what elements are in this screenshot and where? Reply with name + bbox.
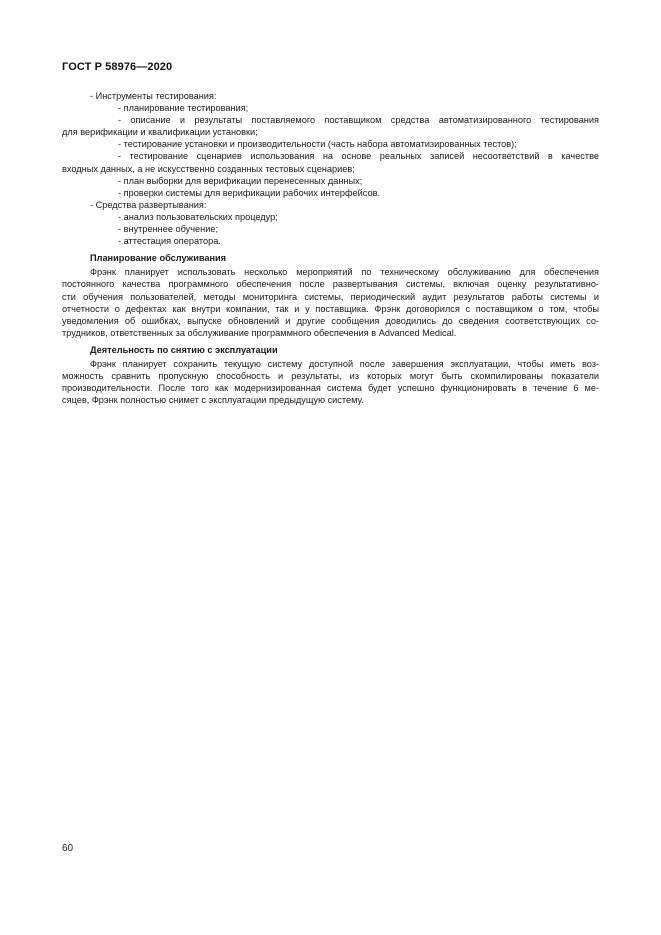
testing-tools-title: - Инструменты тестирования:: [90, 91, 217, 101]
list-item: - анализ пользовательских процедур;: [118, 211, 278, 222]
section-heading-decommission: Деятельность по снятию с эксплуатации: [90, 344, 278, 355]
document-code-header: ГОСТ Р 58976—2020: [62, 61, 173, 73]
paragraph-line: производительности. После того как модернизированная система будет успешно функционировать в течение 6 ме-: [62, 383, 599, 394]
page-content: [62, 90, 599, 406]
paragraph-line: отчетности о дефектах как внутри компании, так и у поставщика. Фрэнк договорился с поставщиком о том, чтобы: [62, 303, 599, 314]
list-item: - план выборки для верификации перенесенных данных;: [118, 175, 363, 186]
list-item: - аттестация оператора.: [118, 236, 221, 247]
list-item: - тестирование установки и производительности (часть набора автоматизированных тестов);: [118, 139, 517, 150]
deployment-tools-title: - Средства развертывания:: [90, 199, 207, 210]
list-item: - проверки системы для верификации рабочих интерфейсов.: [118, 187, 381, 198]
paragraph-line: Фрэнк планирует сохранить текущую систему доступной после завершения эксплуатации, чтобы иметь воз-: [90, 358, 599, 369]
paragraph-line: Фрэнк планирует использовать несколько мероприятий по техническому обслуживанию для обеспечения: [90, 267, 599, 278]
list-item: - тестирование сценариев использования на основе реальных записей несоответствий в качестве: [118, 151, 599, 162]
paragraph-line: сяцев, Фрэнк полностью снимет с эксплуатации предыдущую систему.: [62, 395, 364, 406]
maintenance-section: [62, 252, 599, 339]
decommission-section: [62, 344, 599, 406]
list-item: - внутреннее обучение;: [118, 224, 219, 235]
page-number: 60: [62, 843, 74, 854]
paragraph-line: трудников, ответственных за обслуживание программного обеспечения в Advanced Medical.: [62, 327, 457, 338]
testing-tools-section: [62, 90, 599, 199]
section-heading-maintenance: Планирование обслуживания: [90, 253, 227, 264]
deployment-tools-section: [62, 199, 599, 247]
list-item: - планирование тестирования;: [118, 103, 249, 114]
list-item-continuation: для верификации и квалификации установки;: [62, 127, 258, 138]
paragraph-line: уведомления об ошибках, выпуске обновлений и другие сообщения доводились до сведения соответствующих со-: [62, 315, 599, 326]
paragraph-line: можность сравнить пропускную способность и результаты, из которых могут быть скомпилированы показатели: [62, 371, 599, 382]
paragraph-line: сти обучения пользователей, методы мониторинга системы, периодический аудит результатов работы системы и: [62, 291, 599, 302]
list-item-continuation: входных данных, а не искусственно созданных тестовых сценариев;: [62, 163, 355, 174]
paragraph-line: постоянного качества программного обеспечения после развертывания системы, включая оценку результативно-: [62, 279, 599, 290]
list-item: - описание и результаты поставляемого поставщиком средства автоматизированного тестирования: [118, 115, 599, 126]
